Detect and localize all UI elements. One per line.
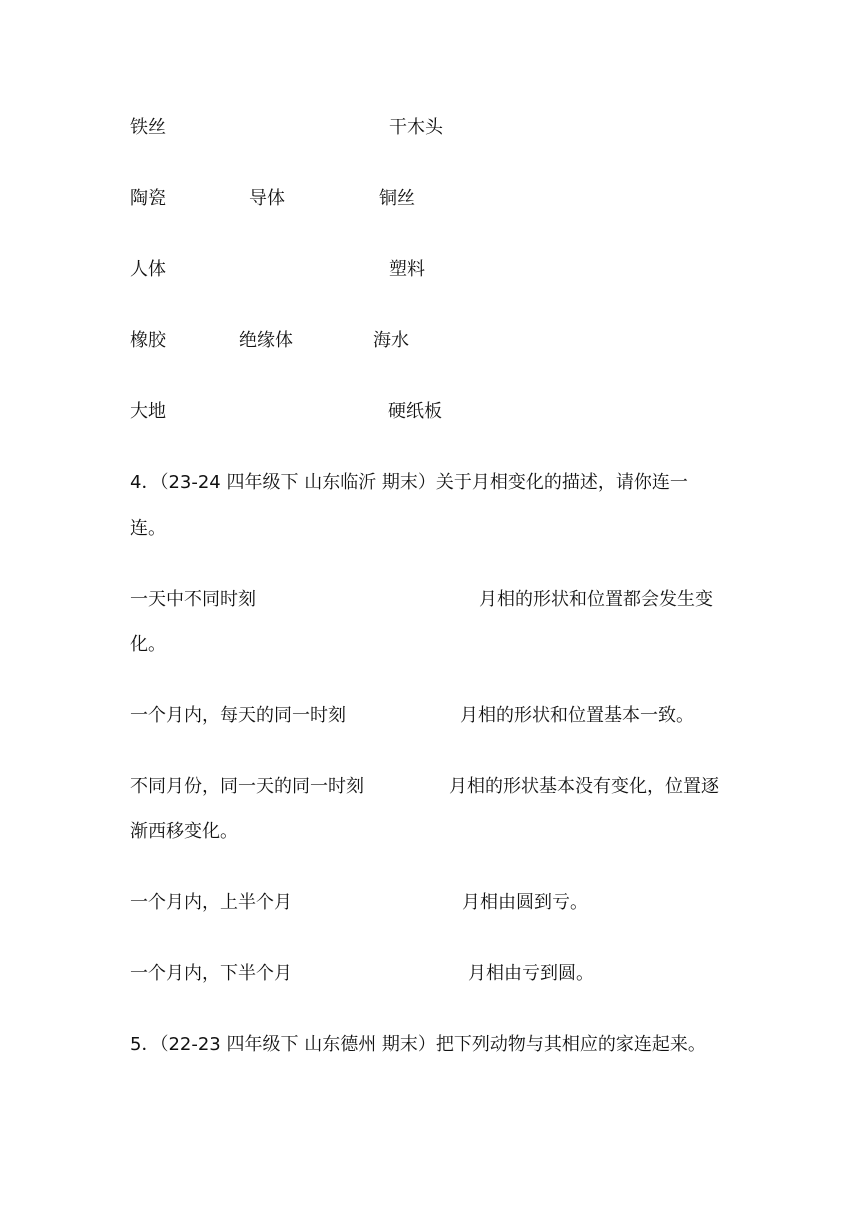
q4-left-2: 一个月内，每天的同一时刻 xyxy=(130,705,346,726)
q5-title: 5．（22-23 四年级下 山东德州 期末）把下列动物与其相应的家连起来。 xyxy=(130,1034,706,1055)
q4-right-3: 月相的形状基本没有变化，位置逐 xyxy=(449,776,719,797)
q4-title: 4．（23-24 四年级下 山东临沂 期末）关于月相变化的描述，请你连一 xyxy=(130,472,688,493)
q4-left-5: 一个月内，下半个月 xyxy=(130,963,292,984)
q4-title-continued: 连。 xyxy=(130,518,166,539)
q3-item-right-5: 硬纸板 xyxy=(388,401,442,422)
q3-category-conductor: 导体 xyxy=(249,188,285,209)
q3-item-left-1: 铁丝 xyxy=(130,117,166,138)
q4-right-3-continued: 渐西移变化。 xyxy=(130,821,238,842)
q4-right-1: 月相的形状和位置都会发生变 xyxy=(479,589,713,610)
q3-item-left-4: 橡胶 xyxy=(130,330,166,351)
q4-right-2: 月相的形状和位置基本一致。 xyxy=(460,705,694,726)
q3-item-right-1: 干木头 xyxy=(389,117,443,138)
q4-left-4: 一个月内，上半个月 xyxy=(130,892,292,913)
q3-item-left-5: 大地 xyxy=(130,401,166,422)
q3-item-right-2: 铜丝 xyxy=(379,188,415,209)
q3-category-insulator: 绝缘体 xyxy=(239,330,293,351)
q4-right-1-continued: 化。 xyxy=(130,634,166,655)
q3-item-right-3: 塑料 xyxy=(389,259,425,280)
q3-item-left-3: 人体 xyxy=(130,259,166,280)
q4-right-5: 月相由亏到圆。 xyxy=(468,963,594,984)
q4-left-1: 一天中不同时刻 xyxy=(130,589,256,610)
q3-item-left-2: 陶瓷 xyxy=(130,188,166,209)
q4-right-4: 月相由圆到亏。 xyxy=(462,892,588,913)
q3-item-right-4: 海水 xyxy=(373,330,409,351)
q4-left-3: 不同月份，同一天的同一时刻 xyxy=(130,776,364,797)
